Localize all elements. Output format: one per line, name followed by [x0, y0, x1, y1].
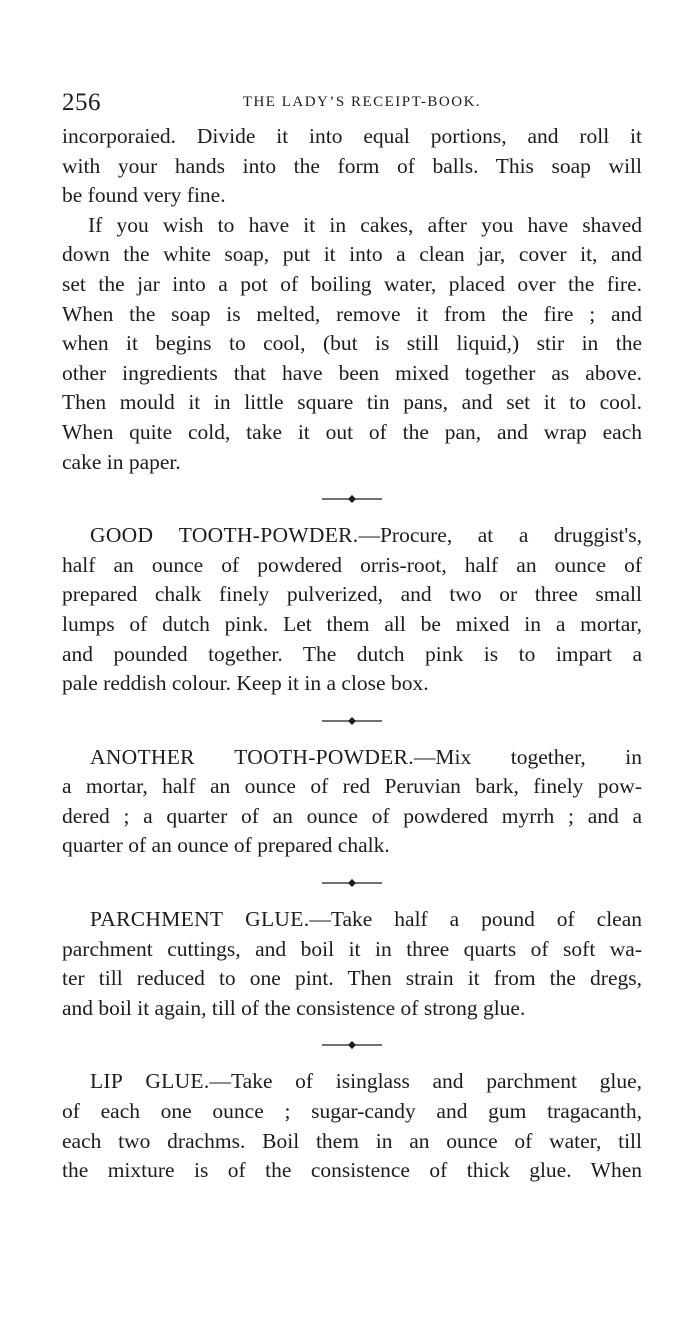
section-heading: LIP GLUE.: [90, 1069, 210, 1094]
text-line: [62, 743, 642, 773]
text-line: other ingredients that have been mixed together as above.: [62, 360, 642, 385]
page-number: 256: [62, 89, 101, 116]
text-line: [62, 905, 642, 935]
divider-ornament-icon: [320, 494, 384, 504]
section-heading: ANOTHER TOOTH-POWDER.: [90, 744, 414, 769]
section-text: —Procure, at a druggist's,: [358, 523, 643, 548]
section-text: —Mix together, in: [413, 744, 642, 769]
section-text: —Take of isinglass and parchment glue,: [209, 1069, 642, 1094]
section-good-tooth-powder: [62, 521, 642, 699]
text-line: with your hands into the form of balls. This soap will: [62, 153, 642, 178]
section-heading: PARCHMENT GLUE.: [90, 907, 310, 932]
section-divider: [62, 861, 642, 905]
divider-ornament-icon: [320, 878, 384, 888]
section-divider: [62, 477, 642, 521]
text-line: a mortar, half an ounce of red Peruvian bark, finely pow-: [62, 774, 642, 799]
text-line: of each one ounce ; sugar-candy and gum tragacanth,: [62, 1099, 642, 1124]
text-line: dered ; a quarter of an ounce of powdered myrrh ; and a: [62, 803, 642, 828]
text-line: When quite cold, take it out of the pan, and wrap each: [62, 419, 642, 444]
text-line: half an ounce of powdered orris-root, half an ounce of: [62, 552, 642, 577]
text-line: and pounded together. The dutch pink is to impart a: [62, 641, 642, 666]
text-line: when it begins to cool, (but is still liquid,) stir in the: [62, 331, 642, 356]
section-divider: [62, 1023, 642, 1067]
book-page: [62, 88, 642, 1186]
text-line: Then mould it in little square tin pans, and set it to cool.: [62, 390, 642, 415]
text-line: and boil it again, till of the consistence of strong glue.: [62, 995, 526, 1020]
text-line: set the jar into a pot of boiling water, placed over the fire.: [62, 271, 642, 296]
text-line: When the soap is melted, remove it from the fire ; and: [62, 301, 642, 326]
running-title: THE LADY’S RECEIPT-BOOK.: [242, 94, 482, 110]
text-line: down the white soap, put it into a clean jar, cover it, and: [62, 242, 642, 267]
divider-ornament-icon: [320, 1040, 384, 1050]
text-line: prepared chalk finely pulverized, and two or three small: [62, 582, 642, 607]
section-heading: GOOD TOOTH-POWDER.: [90, 523, 359, 548]
text-line: quarter of an ounce of prepared chalk.: [62, 833, 390, 858]
section-parchment-glue: [62, 905, 642, 1023]
text-line: ter till reduced to one pint. Then strain it from the dregs,: [62, 966, 642, 991]
page-header: [62, 88, 642, 122]
text-line: If you wish to have it in cakes, after you have shaved: [88, 212, 642, 237]
text-line: incorporaied. Divide it into equal portions, and roll it: [62, 124, 642, 148]
divider-ornament-icon: [320, 716, 384, 726]
text-line: [62, 521, 642, 551]
text-line: pale reddish colour. Keep it in a close box.: [62, 671, 429, 696]
text-line: be found very fine.: [62, 183, 226, 208]
section-lip-glue: [62, 1067, 642, 1185]
text-line: the mixture is of the consistence of thick glue. When: [62, 1158, 642, 1183]
section-divider: [62, 699, 642, 743]
paragraph-continuation: [62, 122, 642, 211]
text-line: cake in paper.: [62, 449, 181, 474]
text-line: each two drachms. Boil them in an ounce of water, till: [62, 1128, 642, 1153]
text-line: [62, 1067, 642, 1097]
paragraph-cakes: [62, 211, 642, 477]
text-line: parchment cuttings, and boil it in three quarts of soft wa-: [62, 936, 642, 961]
section-another-tooth-powder: [62, 743, 642, 861]
section-text: —Take half a pound of clean: [309, 907, 642, 932]
text-line: lumps of dutch pink. Let them all be mixed in a mortar,: [62, 611, 642, 636]
